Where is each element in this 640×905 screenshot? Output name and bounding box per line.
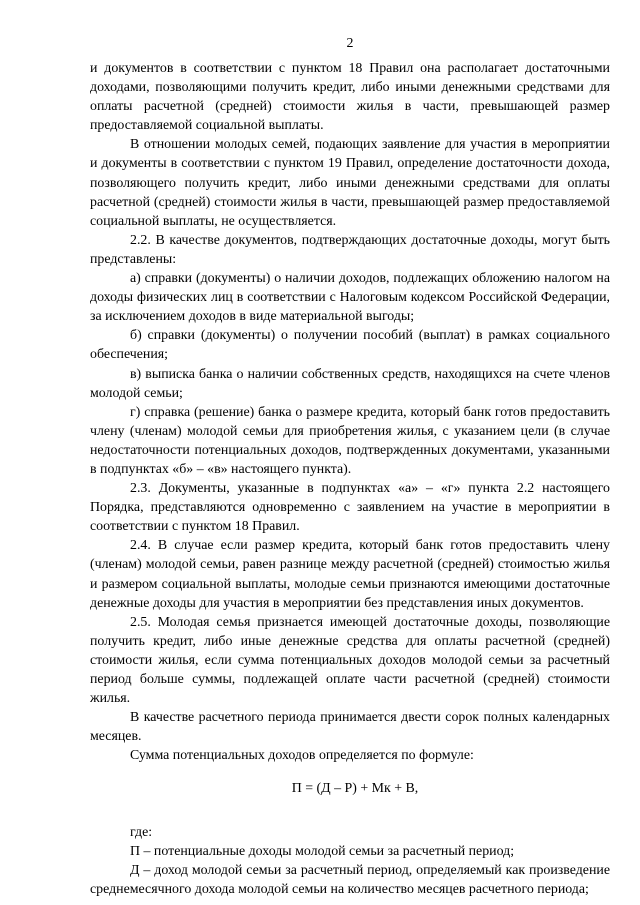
document-page <box>90 34 610 899</box>
definition-item: П – потенциальные доходы молодой семьи за расчетный период; <box>130 843 515 859</box>
list-item: г) справка (решение) банка о размере кредита, который банк готов предоставить члену (членам) молодой семьи для приобретения жилья, с указанием цели (в случае недостаточности потенциальных доходов, подтвержденных документами, указанными в подпунктах «б» – «в» настоящего пункта). <box>90 404 610 477</box>
paragraph: В качестве расчетного периода принимается двести сорок полных календарных месяцев. <box>90 710 610 745</box>
paragraph: Сумма потенциальных доходов определяется по формуле: <box>130 748 474 764</box>
paragraph: 2.4. В случае если размер кредита, который банк готов предоставить члену (членам) молодой семьи, равен разнице между расчетной (средней) стоимостью жилья и размером социальной выплаты, молодые семьи признаются имеющими достаточные денежные доходы для участия в мероприятии без представления иных документов. <box>90 538 610 611</box>
list-item: а) справки (документы) о наличии доходов, подлежащих обложению налогом на доходы физических лиц в соответствии с Налоговым кодексом Российской Федерации, за исключением доходов в виде материальной выгоды; <box>90 271 610 325</box>
paragraph: В отношении молодых семей, подающих заявление для участия в мероприятии и документы в соответствии с пунктом 19 Правил, определение достаточности дохода, позволяющего получить кредит, либо иными денежными средствами для оплаты расчетной (средней) стоимости жилья в части, превышающей размер предоставляемой социальной выплаты, не осуществляется. <box>90 137 610 229</box>
paragraph: 2.3. Документы, указанные в подпунктах «а» – «г» пункта 2.2 настоящего Порядка, представляются одновременно с заявлением на участие в мероприятии в соответствии с пунктом 18 Правил. <box>90 481 610 535</box>
list-item: в) выписка банка о наличии собственных средств, находящихся на счете членов молодой семьи; <box>90 366 610 401</box>
page-number: 2 <box>346 36 354 51</box>
paragraph: 2.5. Молодая семья признается имеющей достаточные доходы, позволяющие получить кредит, либо иные денежные средства для оплаты расчетной (средней) стоимости жилья, если сумма потенциальных доходов молодой семьи за расчетный период больше суммы, подлежащей оплате части расчетной (средней) стоимости жилья. <box>90 614 610 707</box>
paragraph: 2.2. В качестве документов, подтверждающих достаточные доходы, могут быть представлены: <box>90 232 610 267</box>
paragraph: где: <box>130 824 153 840</box>
list-item: б) справки (документы) о получении пособий (выплат) в рамках социального обеспечения; <box>90 328 610 363</box>
formula: П = (Д – Р) + Мк + В, <box>291 781 419 797</box>
paragraph: и документов в соответствии с пунктом 18 Правил она располагает достаточными доходами, позволяющими получить кредит, либо иными денежными средствами для оплаты расчетной (средней) стоимости жилья в части, превышающей размер предоставляемой социальной выплаты. <box>90 61 610 134</box>
definition-item: Д – доход молодой семьи за расчетный период, определяемый как произведение среднемесячного дохода молодой семьи на количество месяцев расчетного периода; <box>90 862 610 897</box>
